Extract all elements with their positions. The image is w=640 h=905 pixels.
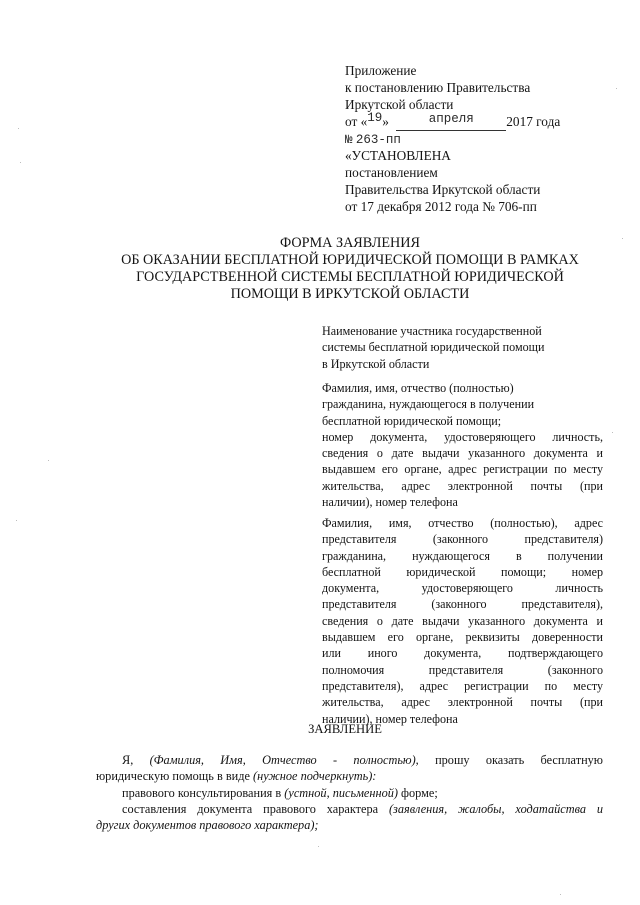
established-government: Правительства Иркутской области xyxy=(345,182,541,197)
date-month-field xyxy=(396,113,506,132)
citizen-block xyxy=(322,380,603,510)
citizen-line: выдавшем его органе, адрес регистрации по месту xyxy=(322,462,603,477)
participant-line: Наименование участника государственной xyxy=(322,324,542,338)
scan-speck xyxy=(612,432,613,433)
citizen-line: Фамилия, имя, отчество (полностью) xyxy=(322,381,514,395)
citizen-line: гражданина, нуждающегося в получении xyxy=(322,397,535,412)
citizen-line: жительства, адрес электронной почты (при xyxy=(322,478,603,493)
scan-speck xyxy=(616,88,617,89)
form-title-line-4: ПОМОЩИ В ИРКУТСКОЙ ОБЛАСТИ xyxy=(230,286,470,302)
citizen-line: наличии), номер телефона xyxy=(322,495,458,510)
citizen-line: бесплатной юридической помощи; xyxy=(322,413,502,428)
participant-block xyxy=(322,323,603,372)
scan-speck xyxy=(622,238,623,239)
statement-help-kind: юридическую помощь в виде xyxy=(96,769,250,783)
consulting-form-word: форме; xyxy=(401,786,438,800)
attachment-region: Иркутской области xyxy=(345,97,454,112)
number-value: 263-пп xyxy=(355,133,401,147)
statement-name-hint: (Фамилия, Имя, Отчество - полностью), xyxy=(149,753,419,767)
statement-underline-hint: (нужное подчеркнуть): xyxy=(253,769,377,783)
attachment-to-resolution: к постановлению Правительства xyxy=(345,80,531,95)
form-title: ФОРМА ЗАЯВЛЕНИЯ xyxy=(280,235,420,251)
form-title-line-2: ОБ ОКАЗАНИИ БЕСПЛАТНОЙ ЮРИДИЧЕСКОЙ ПОМОЩИ В РАМКАХ xyxy=(121,252,579,268)
document-text: составления документа правового характера xyxy=(122,802,379,816)
statement-option-document xyxy=(122,801,603,817)
date-month: апреля xyxy=(428,112,474,126)
representative-block xyxy=(322,515,603,727)
representative-line: выдавшем его органе, реквизиты доверенности xyxy=(322,630,603,645)
statement-option-consulting xyxy=(122,785,438,801)
consulting-text: правового консультирования в xyxy=(122,786,282,800)
statement-line-2 xyxy=(96,768,376,784)
attachment-label: Приложение xyxy=(345,63,417,78)
date-day: 19 xyxy=(367,111,383,125)
statement-title: ЗАЯВЛЕНИЕ xyxy=(308,722,382,736)
representative-line: бесплатной юридической помощи; номер xyxy=(322,564,603,579)
representative-line: жительства, адрес электронной почты (при xyxy=(322,695,603,710)
representative-line: Фамилия, имя, отчество (полностью), адрес xyxy=(322,516,603,530)
scan-speck xyxy=(16,520,17,521)
representative-line: или иного документа, подтверждающего xyxy=(322,646,603,661)
representative-line: наличии), номер телефона xyxy=(322,711,458,726)
representative-line: полномочия представителя (законного xyxy=(322,662,603,677)
scan-speck xyxy=(20,162,21,163)
date-year: 2017 года xyxy=(506,114,561,129)
consulting-form-hint: (устной, письменной) xyxy=(284,786,398,800)
statement-line-1 xyxy=(122,752,603,768)
form-title-line-3: ГОСУДАРСТВЕННОЙ СИСТЕМЫ БЕСПЛАТНОЙ ЮРИДИЧЕСКОЙ xyxy=(136,269,564,285)
citizen-line: номер документа, удостоверяющего личность, xyxy=(322,429,603,444)
date-separator: » xyxy=(382,114,389,129)
scan-speck xyxy=(48,460,49,461)
statement-option-document-cont xyxy=(96,817,319,833)
representative-line: представителя (законного представителя) xyxy=(322,532,603,547)
statement-pronoun: Я, xyxy=(122,753,134,767)
established-resolution: постановлением xyxy=(345,165,438,180)
date-prefix: от « xyxy=(345,114,368,129)
representative-line: документа, удостоверяющего личность xyxy=(322,581,603,596)
participant-line: в Иркутской области xyxy=(322,356,430,371)
statement-request: прошу оказать бесплатную xyxy=(435,753,603,767)
representative-line: гражданина, нуждающегося в получении xyxy=(322,548,603,563)
scan-speck xyxy=(318,846,319,847)
document-kinds-hint-cont: других документов правового характера); xyxy=(96,818,319,832)
scan-speck xyxy=(560,894,561,895)
participant-line: системы бесплатной юридической помощи xyxy=(322,340,545,355)
established-label: «УСТАНОВЛЕНА xyxy=(345,148,451,163)
document-kinds-hint: (заявления, жалобы, ходатайства и xyxy=(388,802,603,816)
representative-line: сведения о дате выдачи указанного документа и xyxy=(322,613,603,628)
number-sign: № xyxy=(345,133,353,147)
established-original-date: от 17 декабря 2012 года № 706-пп xyxy=(345,199,537,214)
representative-line: представителя (законного представителя), xyxy=(322,597,603,612)
representative-line: представителя), адрес регистрации по месту xyxy=(322,678,603,693)
scan-speck xyxy=(18,128,19,129)
citizen-line: сведения о дате выдачи указанного документа и xyxy=(322,446,603,461)
